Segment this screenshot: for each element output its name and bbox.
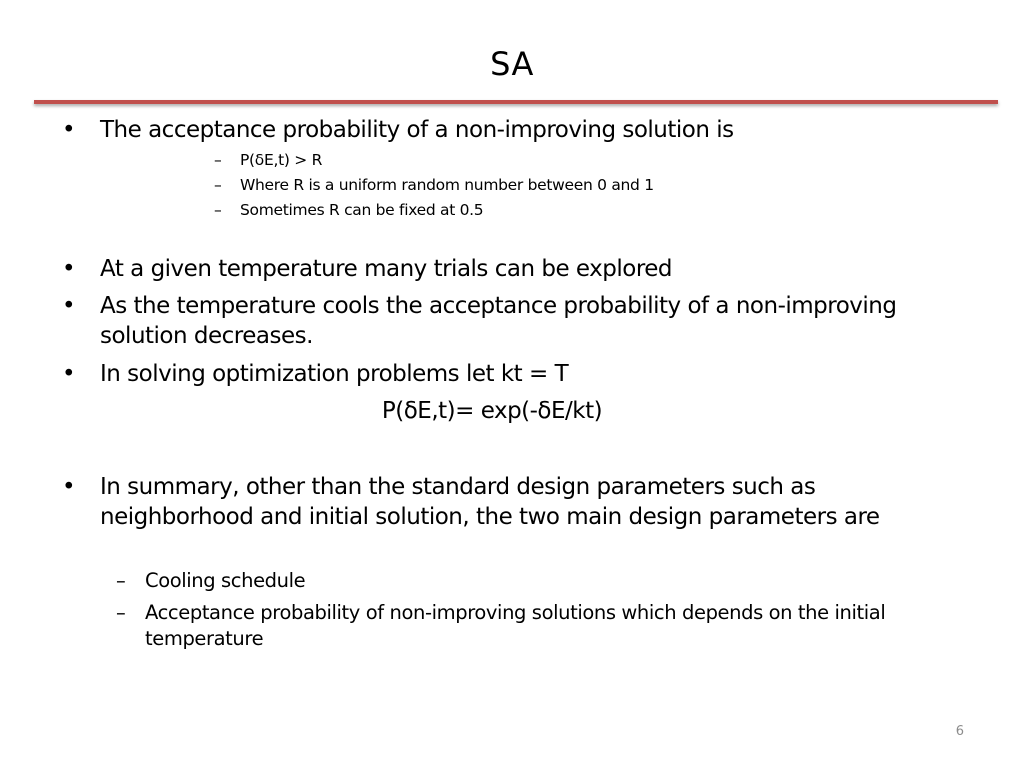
sub-item-text: Cooling schedule bbox=[145, 569, 306, 592]
sub-item-text: Sometimes R can be fixed at 0.5 bbox=[240, 201, 484, 219]
formula bbox=[0, 396, 1024, 426]
sub-item-marker: – bbox=[214, 151, 222, 169]
sub-item-text: Acceptance probability of non-improving solutions which depends on the initial temperature bbox=[145, 601, 886, 650]
bullet-text: In solving optimization problems let kt = T bbox=[100, 361, 569, 387]
bullet-text: As the temperature cools the acceptance probability of a non-improving solution decreases. bbox=[100, 293, 897, 349]
bullet-marker: • bbox=[62, 117, 76, 143]
page-number: 6 bbox=[955, 724, 964, 739]
title-divider bbox=[34, 100, 998, 104]
bullet-marker: • bbox=[62, 361, 76, 387]
bullet-marker: • bbox=[62, 474, 76, 500]
bullet-marker: • bbox=[62, 256, 76, 282]
bullet-text: The acceptance probability of a non-improving solution is bbox=[100, 117, 734, 143]
sub-item-text: Where R is a uniform random number between 0 and 1 bbox=[240, 176, 654, 194]
sub-item-marker: – bbox=[116, 601, 126, 624]
sub-item-marker: – bbox=[214, 201, 222, 219]
bullet-marker: • bbox=[62, 293, 76, 319]
slide-title: SA bbox=[490, 45, 534, 83]
sub-item-text: P(δE,t) > R bbox=[240, 151, 323, 169]
sub-item-marker: – bbox=[214, 176, 222, 194]
sub-item-marker: – bbox=[116, 569, 126, 592]
bullet-text: At a given temperature many trials can be explored bbox=[100, 256, 673, 282]
formula-text: P(δE,t)= exp(-δE/kt) bbox=[381, 398, 603, 424]
bullet-text: In summary, other than the standard design parameters such as neighborhood and initial solution, the two main design parameters are bbox=[100, 474, 880, 530]
